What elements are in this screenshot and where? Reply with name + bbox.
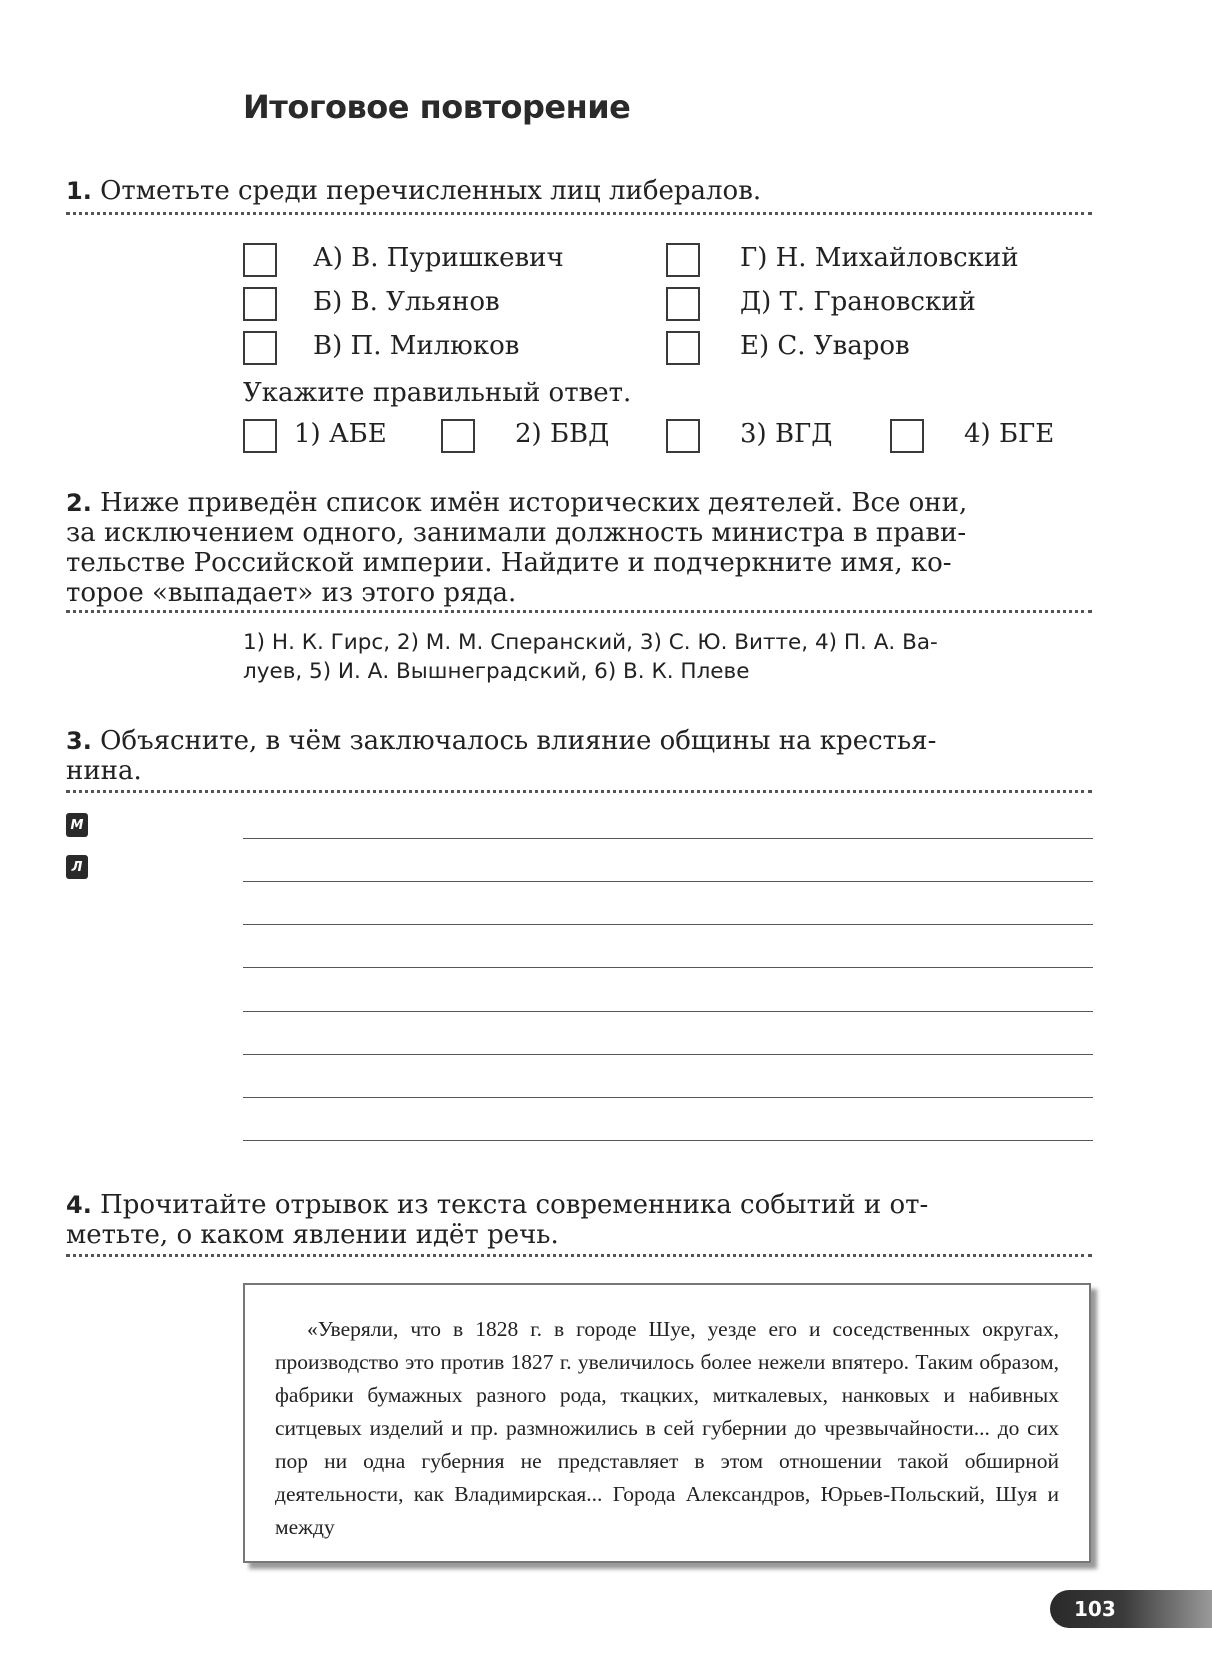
- option-f-label: Е) С. Уваров: [740, 331, 910, 361]
- question-4-number: 4.: [66, 1191, 92, 1219]
- page-number: 103: [1050, 1590, 1212, 1628]
- question-3: [66, 726, 1026, 786]
- answer-3-checkbox[interactable]: [666, 419, 700, 453]
- divider: [66, 212, 1092, 215]
- question-2-line: тельстве Российской империи. Найдите и подчеркните имя, ко-: [66, 548, 952, 578]
- question-4: [66, 1190, 1026, 1250]
- answer-prompt: Укажите правильный ответ.: [243, 378, 632, 408]
- answer-line[interactable]: [243, 1054, 1093, 1055]
- answer-line[interactable]: [243, 1140, 1093, 1141]
- question-3-line: нина.: [66, 756, 142, 786]
- answer-4-checkbox[interactable]: [890, 419, 924, 453]
- option-b-checkbox[interactable]: [243, 287, 277, 321]
- question-1: [66, 176, 761, 206]
- option-a-label: А) В. Пуришкевич: [313, 243, 564, 273]
- quote-box: [243, 1283, 1091, 1563]
- question-1-number: 1.: [66, 177, 92, 205]
- option-d-label: Г) Н. Михайловский: [740, 243, 1019, 273]
- answer-4-label: 4) БГЕ: [964, 419, 1055, 449]
- answer-line[interactable]: [243, 967, 1093, 968]
- question-3-number: 3.: [66, 727, 92, 755]
- answer-line[interactable]: [243, 1097, 1093, 1098]
- divider: [66, 1254, 1092, 1257]
- lichnostny-icon: Л: [66, 855, 88, 879]
- metapredmet-icon: М: [66, 813, 88, 837]
- question-3-line: Объясните, в чём заключалось влияние общины на крестья-: [100, 726, 937, 756]
- option-d-checkbox[interactable]: [666, 243, 700, 277]
- answer-line[interactable]: [243, 881, 1093, 882]
- option-a-checkbox[interactable]: [243, 243, 277, 277]
- answer-1-checkbox[interactable]: [243, 419, 277, 453]
- question-2-line: торое «выпадает» из этого ряда.: [66, 578, 517, 608]
- option-c-checkbox[interactable]: [243, 331, 277, 365]
- option-b-label: Б) В. Ульянов: [313, 287, 500, 317]
- answer-2-checkbox[interactable]: [441, 419, 475, 453]
- option-e-label: Д) Т. Грановский: [740, 287, 976, 317]
- option-f-checkbox[interactable]: [666, 331, 700, 365]
- option-e-checkbox[interactable]: [666, 287, 700, 321]
- question-2-number: 2.: [66, 489, 92, 517]
- answer-line[interactable]: [243, 1011, 1093, 1012]
- option-c-label: В) П. Милюков: [313, 331, 520, 361]
- answer-1-label: 1) АБЕ: [294, 419, 387, 449]
- question-2: [66, 488, 1026, 608]
- divider: [66, 610, 1092, 613]
- names-list: [243, 628, 938, 686]
- answer-3-label: 3) ВГД: [740, 419, 833, 449]
- question-4-line: метьте, о каком явлении идёт речь.: [66, 1220, 559, 1250]
- page-title: Итоговое повторение: [243, 88, 631, 126]
- answer-line[interactable]: [243, 838, 1093, 839]
- names-list-line: луев, 5) И. А. Вышнеградский, 6) В. К. Плеве: [243, 659, 750, 684]
- names-list-line: 1) Н. К. Гирс, 2) М. М. Сперанский, 3) С. Ю. Витте, 4) П. А. Ва-: [243, 630, 938, 655]
- question-2-line: за исключением одного, занимали должность министра в прави-: [66, 518, 967, 548]
- question-4-line: Прочитайте отрывок из текста современника событий и от-: [100, 1190, 929, 1220]
- question-2-line: Ниже приведён список имён исторических деятелей. Все они,: [100, 488, 968, 518]
- divider: [66, 790, 1092, 793]
- answer-line[interactable]: [243, 924, 1093, 925]
- question-1-text: Отметьте среди перечисленных лиц либералов.: [100, 176, 762, 206]
- answer-2-label: 2) БВД: [515, 419, 610, 449]
- quote-text: «Уверяли, что в 1828 г. в городе Шуе, уезде его и соседственных округах, производство это против 1827 г. увеличилось более нежели впятеро. Таким образом, фабрики бумажных разного рода, ткацких, миткалевых, нанковых и набивных ситцевых изделий и пр. размножились в сей губернии до чрезвычайности... до сих пор ни одна губерния не представляет в этом отношении такой обширной деятельности, как Владимирская... Города Александров, Юрьев-Польский, Шуя и между: [275, 1317, 1059, 1539]
